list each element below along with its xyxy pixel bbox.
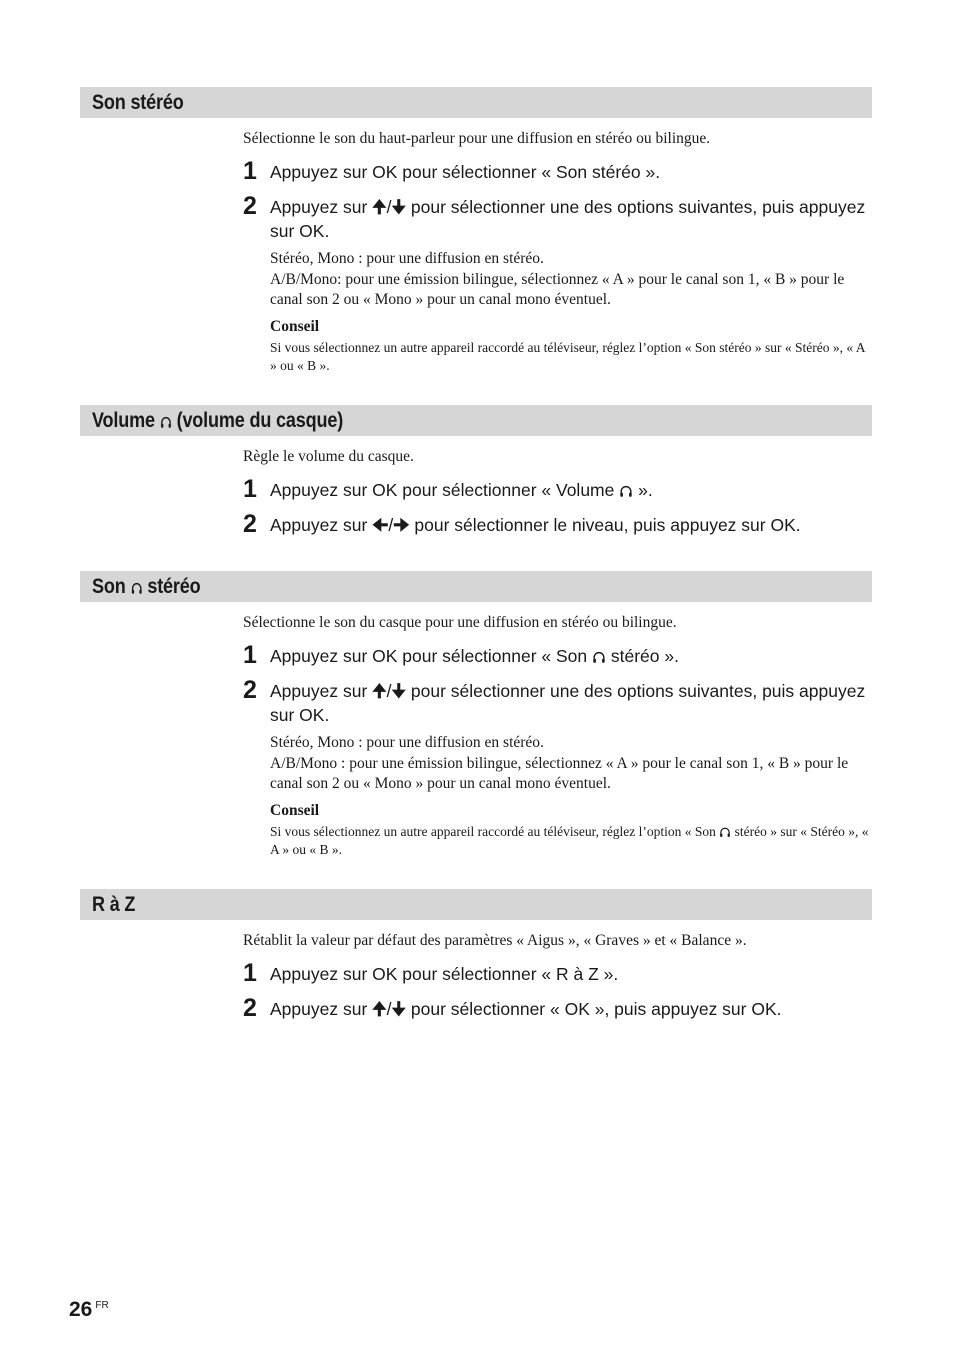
step-number: 2 [243,192,257,220]
step-2 [243,510,872,538]
headphones-icon [619,484,633,498]
arrow-down-icon: 🠋 [391,682,407,702]
step-text: Appuyez sur OK pour sélectionner « Son stéréo ». [270,162,661,182]
step-2 [243,192,872,243]
step-number: 1 [243,475,257,503]
headphones-icon [592,650,606,664]
step-text: Appuyez sur 🠈/🠊 pour sélectionner le niveau, puis appuyez sur OK. [270,515,801,536]
option-description: Stéréo, Mono : pour une diffusion en stéréo. [270,734,544,751]
section-son-casque-stereo [80,571,872,859]
tip-heading: Conseil [270,317,320,335]
tip-heading: Conseil [270,801,320,819]
step-text: Appuyez sur 🠉/🠋 pour sélectionner une des options suivantes, puis appuyez sur OK. [270,197,866,241]
step-text: Appuyez sur 🠉/🠋 pour sélectionner « OK », puis appuyez sur OK. [270,999,782,1020]
language-code: FR [95,1300,109,1311]
step-text: Appuyez sur OK pour sélectionner « Son stéréo ». [270,646,679,666]
section-heading: R à Z [80,889,872,920]
step-number: 1 [243,641,257,669]
step-text: Appuyez sur 🠉/🠋 pour sélectionner une des options suivantes, puis appuyez sur OK. [270,681,866,725]
section-son-stereo [80,87,872,375]
step-1 [243,157,872,185]
step-text: Appuyez sur OK pour sélectionner « R à Z ». [270,964,619,984]
arrow-up-icon: 🠉 [372,198,387,218]
arrow-up-icon: 🠉 [372,1000,387,1020]
section-heading: Volume (volume du casque) [80,405,872,436]
step-2 [243,994,872,1022]
headphones-icon [130,581,142,595]
arrow-down-icon: 🠋 [391,198,407,218]
step-number: 2 [243,994,257,1022]
tip-text: Si vous sélectionnez un autre appareil raccordé au téléviseur, réglez l’option « Son stéréo » sur « Stéréo », « A » ou « B ». [270,339,865,373]
section-volume-casque [80,405,872,538]
section-r-a-z [80,889,872,1022]
option-description: A/B/Mono : pour une émission bilingue, sélectionnez « A » pour le canal son 1, « B » pour le canal son 2 ou « Mono » pour un canal mono éventuel. [270,754,849,792]
tip-text: Si vous sélectionnez un autre appareil raccordé au téléviseur, réglez l’option « Son stéréo » sur « Stéréo », « A » ou « B ». [270,823,869,857]
step-number: 1 [243,157,257,185]
section-heading: Son stéréo [80,571,872,602]
step-number: 2 [243,510,257,538]
section-heading: Son stéréo [80,87,872,118]
step-number: 1 [243,959,257,987]
headphones-icon [160,415,172,429]
step-1 [243,959,872,987]
step-number: 2 [243,676,257,704]
page-footer [69,1298,109,1322]
section-intro: Rétablit la valeur par défaut des paramètres « Aigus », « Graves » et « Balance ». [243,932,747,949]
page-number: 26 [69,1298,93,1321]
arrow-down-icon: 🠋 [391,1000,407,1020]
section-intro: Sélectionne le son du haut-parleur pour une diffusion en stéréo ou bilingue. [243,130,711,147]
arrow-right-icon: 🠊 [393,516,410,536]
section-intro: Règle le volume du casque. [243,448,414,465]
step-1 [243,475,872,503]
step-2 [243,676,872,727]
step-text: Appuyez sur OK pour sélectionner « Volume ». [270,480,653,500]
headphones-icon [719,826,731,838]
arrow-left-icon: 🠈 [372,516,389,536]
step-1 [243,641,872,669]
section-intro: Sélectionne le son du casque pour une diffusion en stéréo ou bilingue. [243,614,677,631]
option-description: A/B/Mono: pour une émission bilingue, sélectionnez « A » pour le canal son 1, « B » pour le canal son 2 ou « Mono » pour un canal mono éventuel. [270,270,845,308]
arrow-up-icon: 🠉 [372,682,387,702]
option-description: Stéréo, Mono : pour une diffusion en stéréo. [270,250,544,267]
